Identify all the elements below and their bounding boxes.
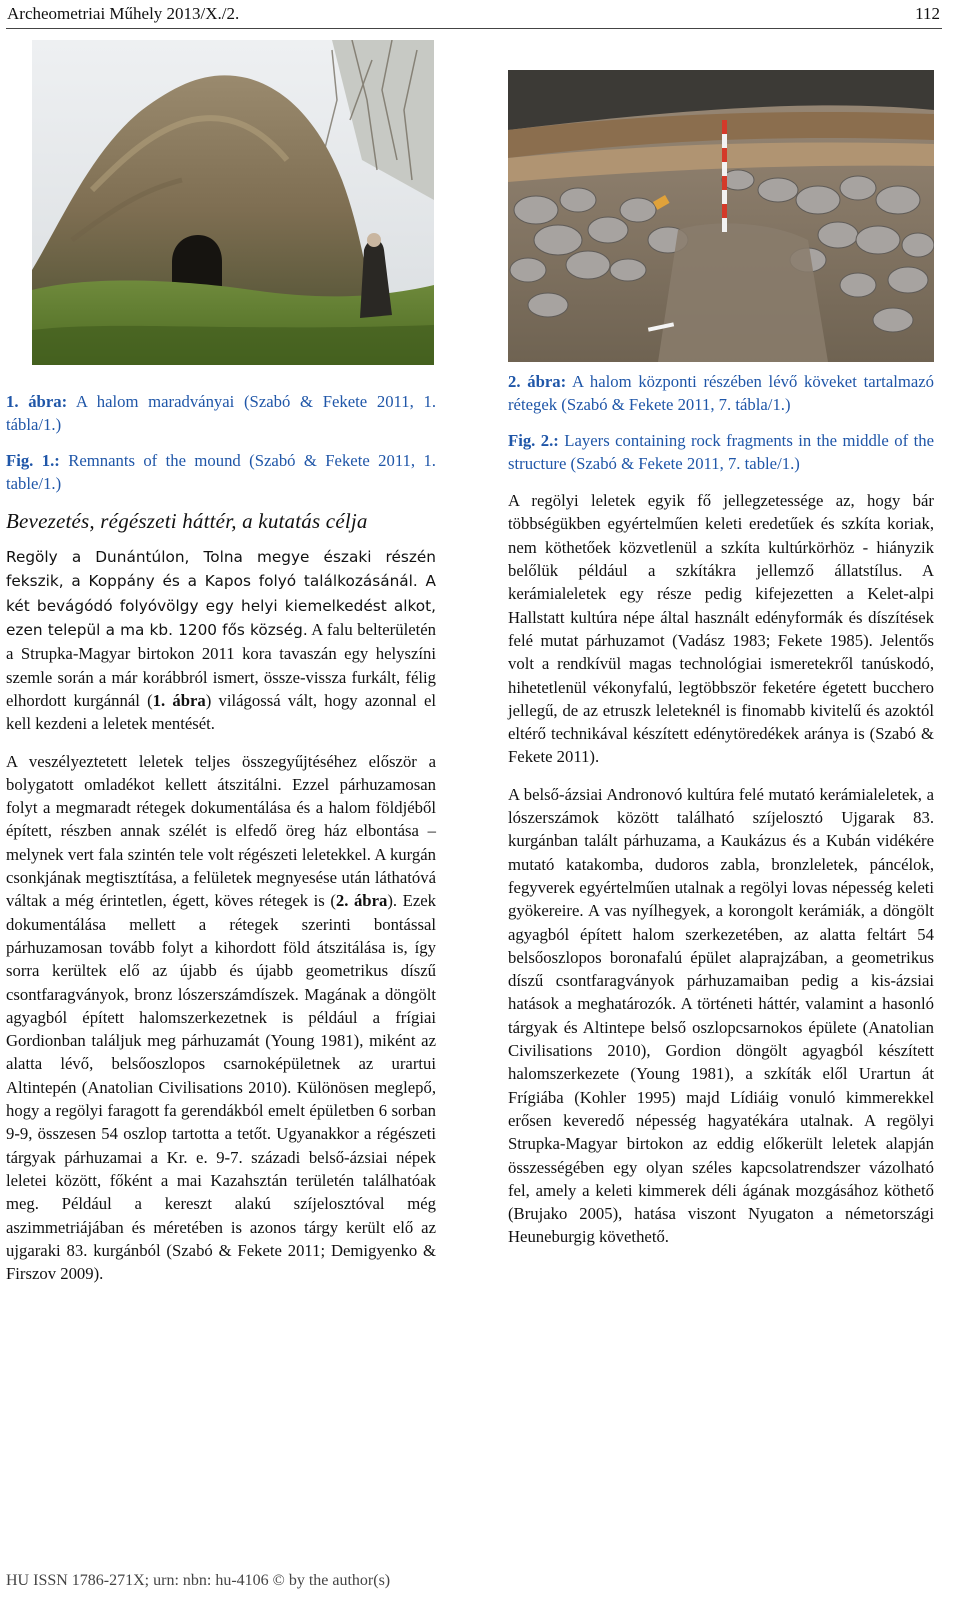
- intro-paragraph: Regöly a Dunántúlon, Tolna megye északi részén fekszik, a Koppány és a Kapos folyó találkozásánál. A két bevágódó folyóvölgy egy helyi kiemelkedést alkot, ezen települ a ma kb. 1200 fős község. A falu belterületén a Strupka-Magyar birtokon 2011 kora tavaszán egy helyszíni szemle során a már korábbról ismert, össze-vissza furkált, félig elhordott kurgánnál (1. ábra) világossá vált, hogy azonnal el kell kezdeni a leletek mentését.: [6, 548, 436, 734]
- right-column: [508, 370, 934, 1249]
- findings-paragraph: A regölyi leletek egyik fő jellegzetessége az, hogy bár többségükben egyértelműen keleti eredetűek és szkíta koriak, nem köthetőek közvetlenül a szkíta kultúrkörhöz - hiányzik belőlük például a szkítákra jellemző állatstílus. A kerámialeletek egy része pedig kifejezetten a Kelet-alpi Hallstatt kultúra népe által használt edényformák és díszítések felé mutat párhuzamot (Vadász 1983; Fekete 1985). Jelentős volt a rendkívül magas technológiai ismeretekről tanúskodó, hihetetlenül vékonyfalú, legtöbbször feketére égetett bucchero jellegű, de az etruszk leleteknél is finomabb kivitelű és azoktól eltérő technikával készített edénytöredékek aránya is (Szabó & Fekete 2011).: [508, 491, 934, 767]
- figure-2-caption-hu: 2. ábra: A halom központi részében lévő köveket tartalmazó rétegek (Szabó & Fekete 2011, 7. tábla/1.): [508, 372, 934, 415]
- journal-header: Archeometriai Műhely 2013/X./2.: [7, 4, 240, 23]
- figure-1-caption-en: Fig. 1.: Remnants of the mound (Szabó & Fekete 2011, 1. table/1.): [6, 450, 436, 493]
- section-title: Bevezetés, régészeti háttér, a kutatás célja: [6, 509, 368, 534]
- figure-1-caption-hu: 1. ábra: A halom maradványai (Szabó & Fekete 2011, 1. tábla/1.): [6, 392, 436, 435]
- figure-2-photo: [508, 70, 934, 362]
- figure-2-caption-en: Fig. 2.: Layers containing rock fragments in the middle of the structure (Szabó & Fekete 2011, 7. table/1.): [508, 430, 934, 473]
- page-number: 112: [915, 4, 940, 23]
- left-column: [6, 390, 436, 1285]
- eastern-roots-paragraph: A belső-ázsiai Andronovó kultúra felé mutató kerámialeletek, a lószerszámok között található szíjelosztó Ujgarak 83. kurgánban talált párhuzama, a Kaukázus és a Kubán vidékére mutató katakomba, dudoros zabla, bronzleletek, páncélok, fegyverek egyértelműen utalnak a regölyi lovas népesség keleti gyökereire. A vas nyílhegyek, a korongolt kerámiák, a döngölt agyagból épített halom szerkezetében, az alatta feltárt 54 belsőoszlopos boronafalú épület alaprajzában, a geometrikus díszű csontfaragványok párhuzamaiban pedig a kis-ázsiai hatások a meghatározók. A történeti háttér, valamint a hasonló tárgyak és Altintepe belső oszlopcsarnokos épülete (Anatolian Civilisations 2010), Gordion döngölt agyagból készített halomszerkezete (Young 1981), a szkíták elől Urartun át Frígiába (Kohler 1995) majd Lídiáig vonuló kimmerekkel erősen keveredő népesség hagyatékára utalnak. A regölyi Strupka-Magyar birtokon az eddig előkerült leletek alapján összességében egy olyan széles kapcsolatrendszer vázolható fel, amely a keleti kimmerek déli ágának mozgásához köthető (Brujako 2005), hatása viszont Nyugaton a németországi Heuneburgig követhető.: [508, 784, 934, 1247]
- footer-issn: HU ISSN 1786-271X; urn: nbn: hu-4106 © by the author(s): [6, 1572, 391, 1589]
- figure-1-ref: 1. ábra: [152, 690, 206, 710]
- figure-1-photo: [32, 40, 434, 365]
- figure-2-ref: 2. ábra: [335, 891, 388, 911]
- excavation-paragraph: A veszélyeztetett leletek teljes összegyűjtéséhez először a bolygatott omladékot kellett átszitálni. Ezzel párhuzamosan folyt a megmaradt rétegek dokumentálása és a halom földjéből épített, részben annak szélét is elfedő öreg ház elbontása – melynek vert fala szintén tele volt régészeti leletekkel. A kurgán csonkjának megtisztítása, a felületek megnyesése után láthatóvá váltak a még érintetlen, égett, köves rétegek is (2. ábra). Ezek dokumentálása mellett a rétegek szerinti bontással párhuzamosan tovább folyt a kihordott föld átszitálása is, így sorra kerültek elő az újabb és újabb geometrikus díszű csontfaragványok, bronz lószerszámdíszek. Magának a döngölt agyagból épített halomszerkezetnek is például a frígiai Gordionban találjuk meg párhuzamát (Young 1981), miként az alatta lévő, belsőoszlopos csarnoképületnek az urartui Altintepén (Anatolian Civilisations 2010). Különösen meglepő, hogy a regölyi faragott fa gerendákból emelt épületben 6 sorban 9-9, összesen 54 oszlop tartotta a tetőt. Ugyanakkor a régészeti tárgyak párhuzamai a Kr. e. 9-7. századi belső-ázsiai népek leletei között, főként a mai Kazahsztán területén találhatóak meg. Például a kereszt alakú szíjelosztóval még aszimmetriájában és méretében is azonos tárgy került elő az ujgaraki 83. kurgánból (Szabó & Fekete 2011; Demigyenko & Firszov 2009).: [6, 751, 436, 1284]
- header-rule: [6, 28, 942, 29]
